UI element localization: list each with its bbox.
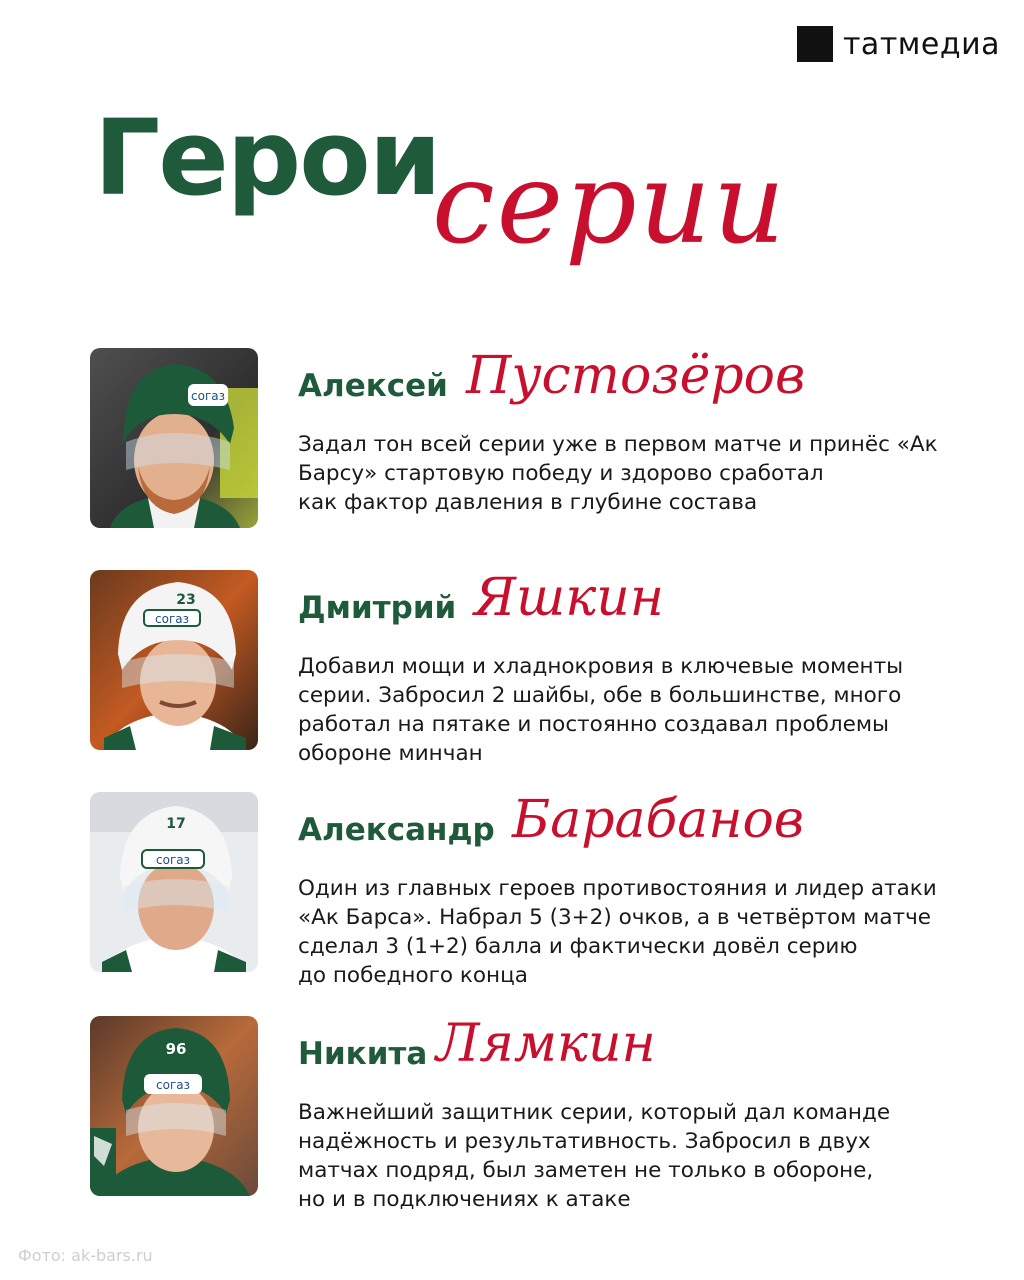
player-first-name: Никита xyxy=(298,1036,428,1072)
player-first-name: Дмитрий xyxy=(298,590,457,626)
description-line: матчах подряд, был заметен не только в обороне, xyxy=(298,1158,874,1183)
player-first-name: Александр xyxy=(298,812,495,848)
player-name xyxy=(298,570,978,630)
description-line: Добавил мощи и хладнокровия в ключевые моменты xyxy=(298,654,904,679)
player-card xyxy=(90,1014,970,1212)
player-first-name: Алексей xyxy=(298,368,448,404)
brand-logo xyxy=(797,26,1000,62)
player-last-name: Лямкин xyxy=(436,1014,656,1074)
brand-name: татмедиа xyxy=(842,26,1000,62)
player-description xyxy=(298,430,968,517)
description-line: сделал 3 (1+2) балла и фактически довёл серию xyxy=(298,934,858,959)
player-name xyxy=(298,792,978,852)
page-title-script: серии xyxy=(432,139,787,269)
description-line: надёжность и результативность. Забросил в двух xyxy=(298,1129,871,1154)
description-line: до победного конца xyxy=(298,963,528,988)
player-name xyxy=(298,1016,978,1076)
player-description xyxy=(298,874,968,990)
player-card xyxy=(90,348,970,528)
helmet-number: 17 xyxy=(166,816,186,832)
description-line: но и в подключениях к атаке xyxy=(298,1187,631,1212)
description-line: Один из главных героев противостояния и лидер атаки xyxy=(298,876,937,901)
player-photo xyxy=(90,1016,258,1196)
player-last-name: Барабанов xyxy=(512,790,805,850)
player-photo xyxy=(90,348,258,528)
player-description xyxy=(298,1098,968,1214)
helmet-sponsor: согаз xyxy=(156,1078,190,1092)
player-photo xyxy=(90,570,258,750)
description-line: Важнейший защитник серии, который дал команде xyxy=(298,1100,891,1125)
player-photo-image xyxy=(90,1016,258,1196)
description-line: как фактор давления в глубине состава xyxy=(298,490,758,515)
player-card xyxy=(90,568,970,766)
helmet-sponsor: согаз xyxy=(155,612,189,626)
player-photo-image xyxy=(90,570,258,750)
player-description xyxy=(298,652,968,768)
description-line: Задал тон всей серии уже в первом матче и принёс «Ак xyxy=(298,432,938,457)
player-photo-image xyxy=(90,348,258,528)
helmet-number: 23 xyxy=(176,592,196,608)
description-line: «Ак Барса». Набрал 5 (3+2) очков, а в четвёртом матче xyxy=(298,905,932,930)
player-photo-image xyxy=(90,792,258,972)
player-last-name: Пустозёров xyxy=(466,346,806,406)
description-line: Барсу» стартовую победу и здорово сработал xyxy=(298,461,824,486)
helmet-sponsor: согаз xyxy=(191,389,225,403)
helmet-number: 96 xyxy=(165,1040,187,1058)
logo-square-icon xyxy=(797,26,833,62)
description-line: обороне минчан xyxy=(298,741,483,766)
player-last-name: Яшкин xyxy=(474,568,665,628)
player-card xyxy=(90,790,970,988)
player-name xyxy=(298,348,978,408)
player-photo xyxy=(90,792,258,972)
page-title: Герои xyxy=(94,97,440,219)
helmet-sponsor: согаз xyxy=(156,853,190,867)
photo-credit: Фото: ak-bars.ru xyxy=(18,1246,153,1265)
description-line: серии. Забросил 2 шайбы, обе в большинстве, много xyxy=(298,683,902,708)
description-line: работал на пятаке и постоянно создавал проблемы xyxy=(298,712,890,737)
